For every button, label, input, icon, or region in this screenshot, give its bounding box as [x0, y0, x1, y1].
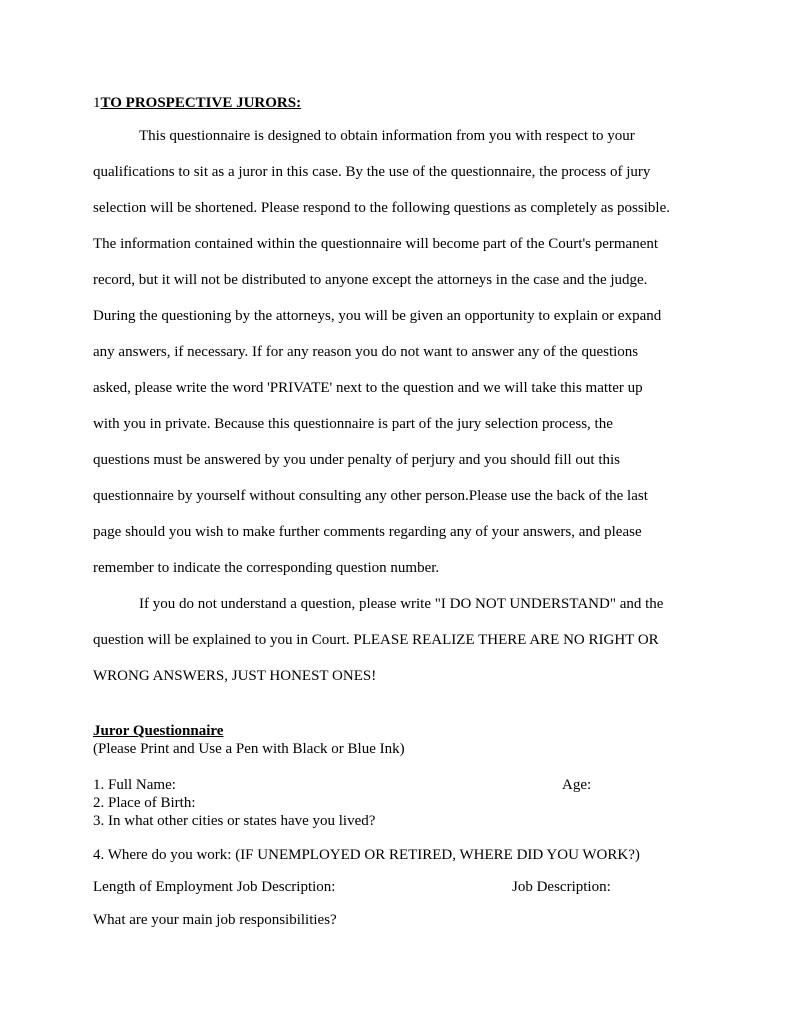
intro-line: with you in private. Because this questionnaire is part of the jury selection process, the	[93, 416, 613, 432]
question-cities-lived: 3. In what other cities or states have you lived?	[93, 813, 376, 829]
intro-line: page should you wish to make further comments regarding any of your answers, and please	[93, 524, 642, 540]
second-para-line: WRONG ANSWERS, JUST HONEST ONES!	[93, 668, 377, 684]
intro-line: questions must be answered by you under penalty of perjury and you should fill out this	[93, 452, 620, 468]
intro-line: record, but it will not be distributed to anyone except the attorneys in the case and the judge.	[93, 272, 648, 288]
question-work: 4. Where do you work: (IF UNEMPLOYED OR RETIRED, WHERE DID YOU WORK?)	[93, 847, 640, 863]
question-age: Age:	[562, 777, 592, 793]
intro-line: selection will be shortened. Please respond to the following questions as completely as possible.	[93, 200, 670, 216]
heading-title: TO PROSPECTIVE JURORS:	[100, 95, 302, 111]
questionnaire-instruction: (Please Print and Use a Pen with Black or Blue Ink)	[93, 741, 405, 757]
section-heading	[93, 94, 301, 112]
intro-line: During the questioning by the attorneys, you will be given an opportunity to explain or expand	[93, 308, 662, 324]
job-description-label: Job Description:	[512, 879, 611, 895]
intro-line: The information contained within the questionnaire will become part of the Court's permanent	[93, 236, 659, 252]
heading-number: 1	[93, 95, 101, 111]
intro-line: qualifications to sit as a juror in this case. By the use of the questionnaire, the process of jury	[93, 164, 651, 180]
length-of-employment-label: Length of Employment Job Description:	[93, 879, 336, 895]
questionnaire-title: Juror Questionnaire	[93, 723, 224, 739]
question-full-name: 1. Full Name:	[93, 777, 176, 793]
intro-line: any answers, if necessary. If for any reason you do not want to answer any of the questions	[93, 344, 639, 360]
intro-line: asked, please write the word 'PRIVATE' next to the question and we will take this matter up	[93, 380, 643, 396]
intro-line: remember to indicate the corresponding question number.	[93, 560, 440, 576]
second-para-line: question will be explained to you in Court. PLEASE REALIZE THERE ARE NO RIGHT OR	[93, 632, 659, 648]
intro-line: questionnaire by yourself without consulting any other person.Please use the back of the last	[93, 488, 648, 504]
second-para-line: If you do not understand a question, please write "I DO NOT UNDERSTAND" and the	[139, 596, 664, 612]
job-responsibilities-question: What are your main job responsibilities?	[93, 912, 337, 928]
question-place-of-birth: 2. Place of Birth:	[93, 795, 196, 811]
intro-line: This questionnaire is designed to obtain information from you with respect to your	[139, 128, 635, 144]
